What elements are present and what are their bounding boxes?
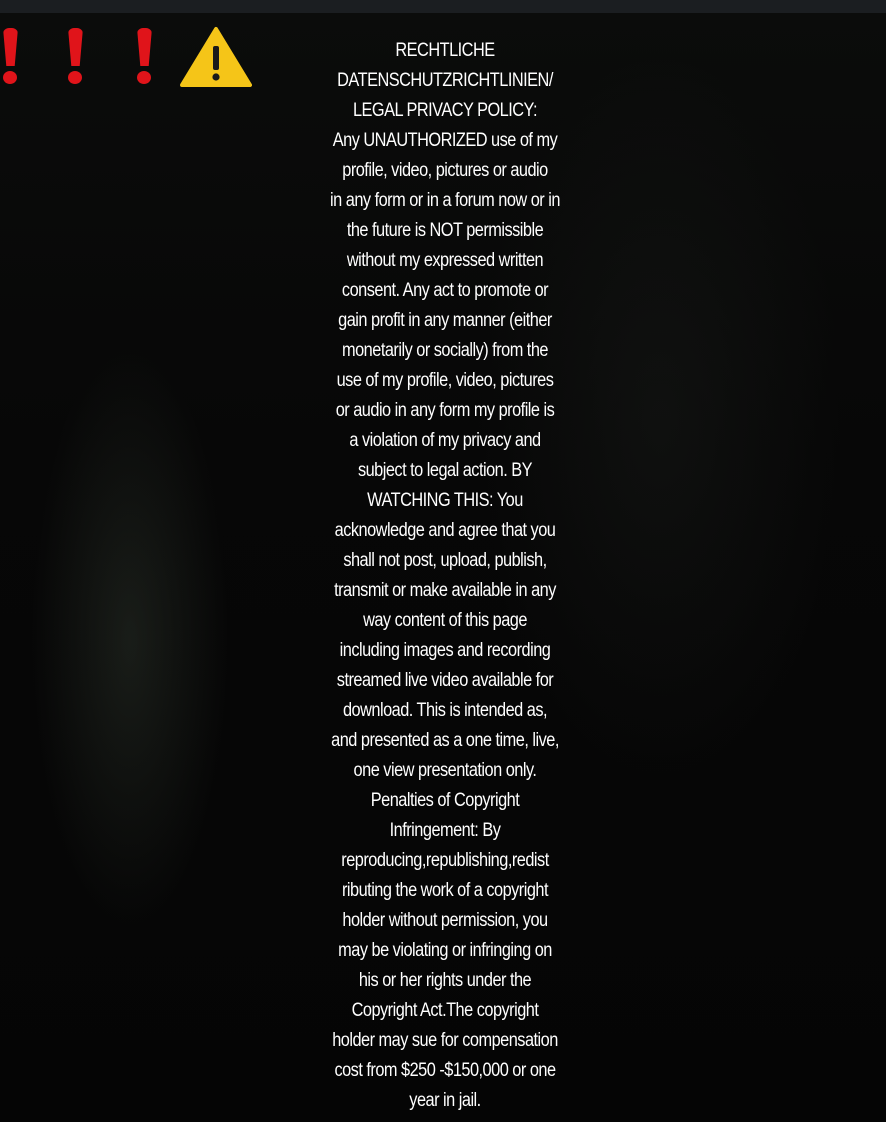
notice-line: gain profit in any manner (either xyxy=(338,310,552,331)
exclamation-icon xyxy=(134,26,156,86)
notice-line: in any form or in a forum now or in xyxy=(330,190,560,211)
exclamation-icon xyxy=(65,26,87,86)
notice-line: Infringement: By xyxy=(389,820,501,841)
notice-line: acknowledge and agree that you xyxy=(334,520,556,541)
notice-line: year in jail. xyxy=(409,1090,481,1111)
notice-line: his or her rights under the xyxy=(358,970,532,991)
notice-line: including images and recording xyxy=(339,640,551,661)
notice-line: RECHTLICHE xyxy=(395,40,495,61)
notice-line: download. This is intended as, xyxy=(342,700,548,721)
notice-line: cost from $250 -$150,000 or one xyxy=(334,1060,556,1081)
notice-line: holder may sue for compensation xyxy=(332,1030,558,1051)
notice-line: shall not post, upload, publish, xyxy=(343,550,547,571)
warning-icons-row xyxy=(0,26,260,90)
notice-line: may be violating or infringing on xyxy=(338,940,552,961)
notice-line: profile, video, pictures or audio xyxy=(342,160,548,181)
warning-icon xyxy=(180,26,252,88)
top-status-bar xyxy=(0,0,886,13)
notice-line: streamed live video available for xyxy=(336,670,554,691)
notice-line: way content of this page xyxy=(363,610,527,631)
notice-line: the future is NOT permissible xyxy=(346,220,544,241)
legal-privacy-notice xyxy=(320,36,569,1116)
notice-line: monetarily or socially) from the xyxy=(342,340,548,361)
exclamation-icon xyxy=(0,26,22,86)
notice-line: LEGAL PRIVACY POLICY: xyxy=(352,100,538,121)
notice-line: use of my profile, video, pictures xyxy=(336,370,554,391)
notice-line: without my expressed written xyxy=(346,250,544,271)
notice-line: a violation of my privacy and xyxy=(349,430,541,451)
notice-line: WATCHING THIS: You xyxy=(367,490,523,511)
notice-line: or audio in any form my profile is xyxy=(335,400,555,421)
notice-line: holder without permission, you xyxy=(342,910,548,931)
notice-line: Penalties of Copyright xyxy=(370,790,520,811)
notice-line: consent. Any act to promote or xyxy=(341,280,549,301)
notice-line: Any UNAUTHORIZED use of my xyxy=(332,130,558,151)
notice-line: one view presentation only. xyxy=(353,760,537,781)
notice-line: DATENSCHUTZRICHTLINIEN/ xyxy=(337,70,553,91)
notice-line: reproducing,republishing,redist xyxy=(341,850,549,871)
notice-line: subject to legal action. BY xyxy=(357,460,533,481)
notice-line: Copyright Act.The copyright xyxy=(351,1000,539,1021)
notice-line: ributing the work of a copyright xyxy=(341,880,548,901)
notice-line: transmit or make available in any xyxy=(334,580,556,601)
notice-line: and presented as a one time, live, xyxy=(331,730,559,751)
